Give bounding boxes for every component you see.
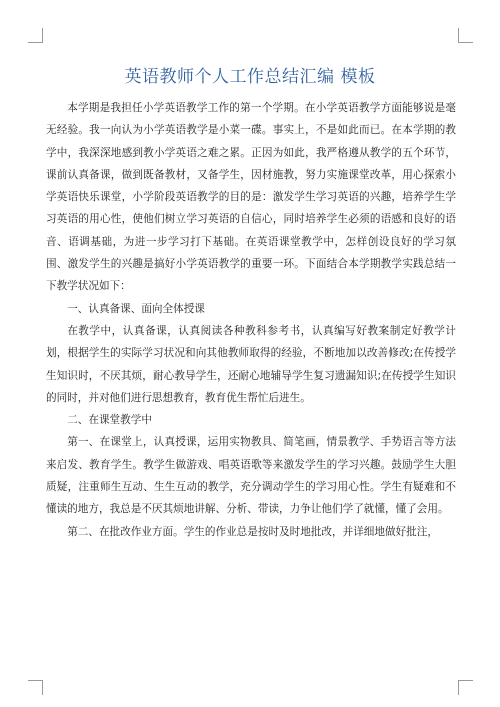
crop-mark-top-left [28,28,43,43]
section-2-paragraph-2: 第二、在批改作业方面。学生的作业总是按时及时地批改，并详细地做好批注， [67,525,438,538]
intro-paragraph: 本学期是我担任小学英语教学工作的第一个学期。在小学英语教学方面能够说是毫无经验。我一向认为小学英语教学是小菜一碟。事实上，不是如此而已。在本学期的教学中，我深深地感到教小学英语之难之累。正因为如此，我严格遵从教学的五个环节，课前认真备课，做到既备教材，又备学生，因材施教，努力实施课堂改革，用心探索小学英语快乐课堂，小学阶段英语教学的目的是：激发学生学习英语的兴趣，培养学生学习英语的用心性，使他们树立学习英语的自信心，同时培养学生必须的语感和良好的语音、语调基础，为进一步学习打下基础。在英语课堂教学中，怎样创设良好的学习氛围、激发学生的兴趣是搞好小学英语教学的重要一环。下面结合本学期教学实践总结一下教学状况如下： [46,102,456,293]
section-1-paragraph: 在教学中，认真备课，认真阅读各种教科参考书，认真编写好教案制定好教学计划，根据学生的实际学习状况和向其他教师取得的经验，不断地加以改善修改;在传授学生知识时，不厌其烦，耐心教导学生，还耐心地辅导学生复习遗漏知识;在传授学生知识的同时，并对他们进行思想教育，教育优生帮忙后进生。 [46,324,456,404]
crop-mark-top-right [458,28,473,43]
crop-mark-bottom-right [458,680,473,695]
document-title: 英语教师个人工作总结汇编 模板 [124,67,376,87]
section-2-paragraph-1: 第一、在课堂上，认真授课，运用实物教具、简笔画，情景教学、手势语言等方法来启发、教育学生。教学生做游戏、唱英语歌等来激发学生的学习兴趣。鼓励学生大胆质疑，注重师生互动、生生互动的教学，充分调动学生的学习用心性。学生有疑难和不懂读的地方，我总是不厌其烦地讲解、分析、带读，力争让他们学了就懂，懂了会用。 [46,436,456,516]
section-heading-2: 二、在课堂教学中 [67,414,152,427]
crop-mark-bottom-left [28,680,43,695]
document-body [46,97,456,543]
section-heading-1: 一、认真备课、面向全体授课 [67,302,205,315]
